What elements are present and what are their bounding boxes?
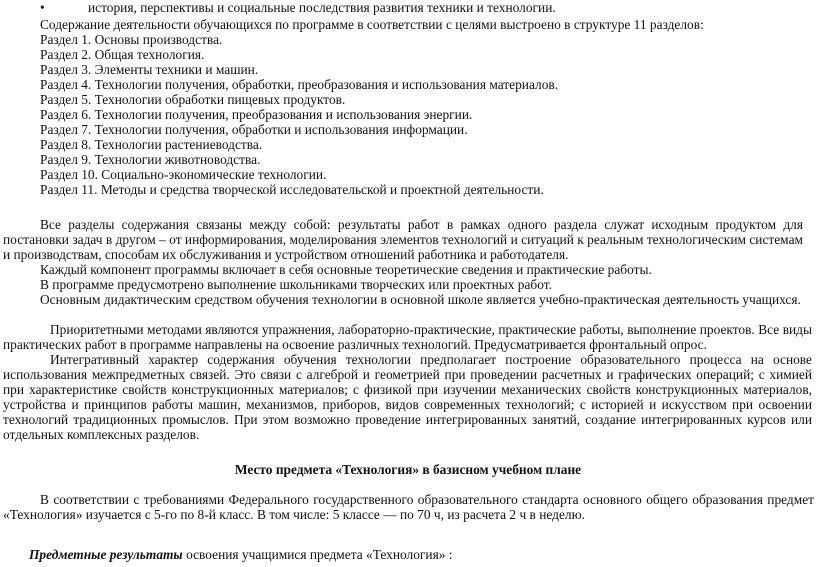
paragraph-line: отдельных комплексных разделов. (3, 427, 200, 442)
section-heading: Место предмета «Технология» в базисном учебном плане (234, 462, 582, 477)
section-item: Раздел 8. Технологии растениеводства. (40, 137, 263, 152)
section-item: Раздел 4. Технологии получения, обработки, преобразования и использования материалов. (40, 77, 559, 92)
paragraph-line: и производствам, способам их обслуживания и устройством отношений работника и работодателя. (3, 247, 569, 262)
paragraph-creative: В программе предусмотрено выполнение школьниками творческих или проектных работ. (40, 277, 552, 292)
results-emphasis: Предметные результаты (29, 547, 183, 562)
section-item: Раздел 11. Методы и средства творческой исследовательской и проектной деятельности. (40, 182, 544, 197)
paragraph-didactic: Основным дидактическим средством обучения технологии в основной школе является учебно-практическая деятельность учащихся. (40, 292, 801, 307)
paragraph-line: при характеристике свойств конструкционных материалов; с физикой при изучении механических свойств конструкционных материалов, (3, 382, 812, 397)
section-item: Раздел 1. Основы производства. (40, 32, 223, 47)
bullet-text: история, перспективы и социальные последствия развития техники и технологии. (88, 0, 556, 15)
section-item: Раздел 6. Технологии получения, преобразования и использования энергии. (40, 107, 473, 122)
content-intro: Содержание деятельности обучающихся по программе в соответствии с целями выстроено в структуре 11 разделов: (40, 17, 704, 32)
paragraph-line: устройства и принципов работы машин, механизмов, приборов, видов современных технологий; с историей и искусством при освоении (3, 397, 812, 412)
paragraph-line: технологий традиционных промыслов. При этом возможно проведение интегрированных занятий, создание интегрированных курсов или (3, 412, 812, 427)
section-item: Раздел 5. Технологии обработки пищевых продуктов. (40, 92, 346, 107)
results-line (29, 547, 453, 562)
paragraph-line: Приоритетными методами являются упражнения, лабораторно-практические, практические работы, выполнение проектов. Все виды (50, 322, 812, 337)
paragraph-line: практических работ в программе направлены на освоение различных технологий. Предусматривается фронтальный опрос. (3, 337, 707, 352)
section-item: Раздел 10. Социально-экономические технологии. (40, 167, 327, 182)
paragraph-component: Каждый компонент программы включает в себя основные теоретические сведения и практические работы. (40, 262, 652, 277)
paragraph-line: Интегративный характер содержания обучения технологии предполагает построение образовательного процесса на основе (50, 352, 812, 367)
paragraph-line: Все разделы содержания связаны между собой: результаты работ в рамках одного раздела служат исходным продуктом для (40, 217, 803, 232)
paragraph-line: В соответствии с требованиями Федерального государственного образовательного стандарта основного общего образования предмет (40, 492, 814, 507)
section-item: Раздел 3. Элементы техники и машин. (40, 62, 259, 77)
section-item: Раздел 9. Технологии животноводства. (40, 152, 261, 167)
paragraph-line: использования межпредметных связей. Это связи с алгеброй и геометрией при проведении расчетных и графических операций; с химией (3, 367, 812, 382)
section-item: Раздел 2. Общая технология. (40, 47, 205, 62)
paragraph-line: «Технология» изучается с 5-го по 8-й класс. В том числе: 5 классе — по 70 ч, из расчета 2 ч в неделю. (3, 507, 585, 522)
bullet-marker: • (40, 0, 45, 15)
results-rest: освоения учащимися предмета «Технология» : (182, 547, 453, 562)
section-item: Раздел 7. Технологии получения, обработки и использования информации. (40, 122, 468, 137)
paragraph-line: постановки задач в другом – от информирования, моделирования элементов технологий и ситуаций к реальным технологическим системам (3, 232, 803, 247)
